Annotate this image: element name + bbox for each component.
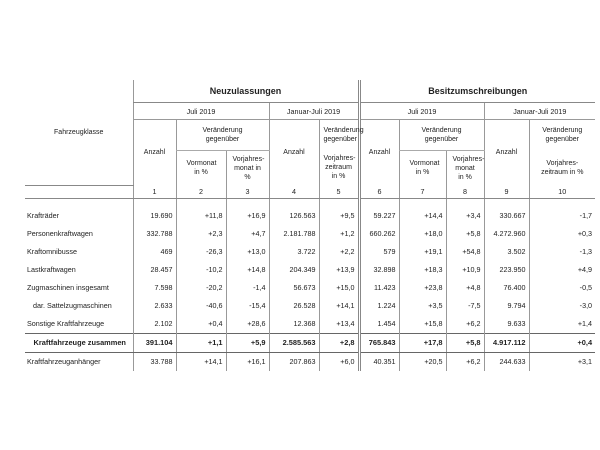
row-header-cell xyxy=(25,80,133,185)
col-vormonat-1: Vormonat in % xyxy=(176,151,226,186)
table-row: Kraftomnibusse 469 -26,3 +13,0 3.722 +2,2 579 +19,1 +54,8 3.502 -1,3 xyxy=(25,243,595,261)
col-veraenderung-4: Veränderung gegenüber xyxy=(529,120,595,151)
period-bu-ytd: Januar-Juli 2019 xyxy=(484,103,595,120)
group-besitzumschreibungen: Besitzumschreibungen xyxy=(359,80,595,103)
period-nz-month: Juli 2019 xyxy=(133,103,269,120)
total-row: Kraftfahrzeuge zusammen 391.104 +1,1 +5,9 2.585.563 +2,8 765.843 +17,8 +5,8 4.917.112 +0,4 xyxy=(25,333,595,352)
col-anzahl-1: Anzahl xyxy=(133,120,176,186)
table-row: Zugmaschinen insgesamt 7.598 -20,2 -1,4 56.673 +15,0 11.423 +23,8 +4,8 76.400 -0,5 xyxy=(25,279,595,297)
col-anzahl-3: Anzahl xyxy=(359,120,399,186)
table-row: Sonstige Kraftfahrzeuge 2.102 +0,4 +28,6 12.368 +13,4 1.454 +15,8 +6,2 9.633 +1,4 xyxy=(25,315,595,334)
table-row: Kraftfahrzeuganhänger 33.788 +14,1 +16,1 207.863 +6,0 40.351 +20,5 +6,2 244.633 +3,1 xyxy=(25,352,595,371)
col-vormonat-2: Vormonat in % xyxy=(399,151,446,186)
col-veraenderung-1: Veränderung gegenüber xyxy=(176,120,269,151)
col-anzahl-2: Anzahl xyxy=(269,120,319,186)
table-row: Lastkraftwagen 28.457 -10,2 +14,8 204.349 +13,9 32.898 +18,3 +10,9 223.950 +4,9 xyxy=(25,261,595,279)
table-row: dar. Sattelzugmaschinen 2.633 -40,6 -15,4 26.528 +14,1 1.224 +3,5 -7,5 9.794 -3,0 xyxy=(25,297,595,315)
column-number-row: 1 2 3 4 5 6 7 8 9 10 xyxy=(25,185,595,198)
group-neuzulassungen: Neuzulassungen xyxy=(133,80,359,103)
col-veraenderung-3: Veränderung gegenüber xyxy=(399,120,484,151)
table-row: Krafträder 19.690 +11,8 +16,9 126.563 +9,5 59.227 +14,4 +3,4 330.667 -1,7 xyxy=(25,207,595,225)
col-vorjahresmonat-2: Vorjahres-monat in % xyxy=(446,151,484,186)
registration-statistics-table xyxy=(25,80,595,371)
period-nz-ytd: Januar-Juli 2019 xyxy=(269,103,359,120)
col-vorjahresmonat-1: Vorjahres-monat in % xyxy=(226,151,269,186)
col-anzahl-4: Anzahl xyxy=(484,120,529,186)
col-veraenderung-2: Veränderung gegenüber xyxy=(319,120,359,151)
table-row: Personenkraftwagen 332.788 +2,3 +4,7 2.181.788 +1,2 660.262 +18,0 +5,8 4.272.960 +0,3 xyxy=(25,225,595,243)
col-vorjahreszeitraum-1: Vorjahres-zeitraum in % xyxy=(319,151,359,186)
col-vorjahreszeitraum-2: Vorjahres-zeitraum in % xyxy=(529,151,595,186)
period-bu-month: Juli 2019 xyxy=(359,103,484,120)
row-header-label: Fahrzeugklasse xyxy=(54,128,104,136)
